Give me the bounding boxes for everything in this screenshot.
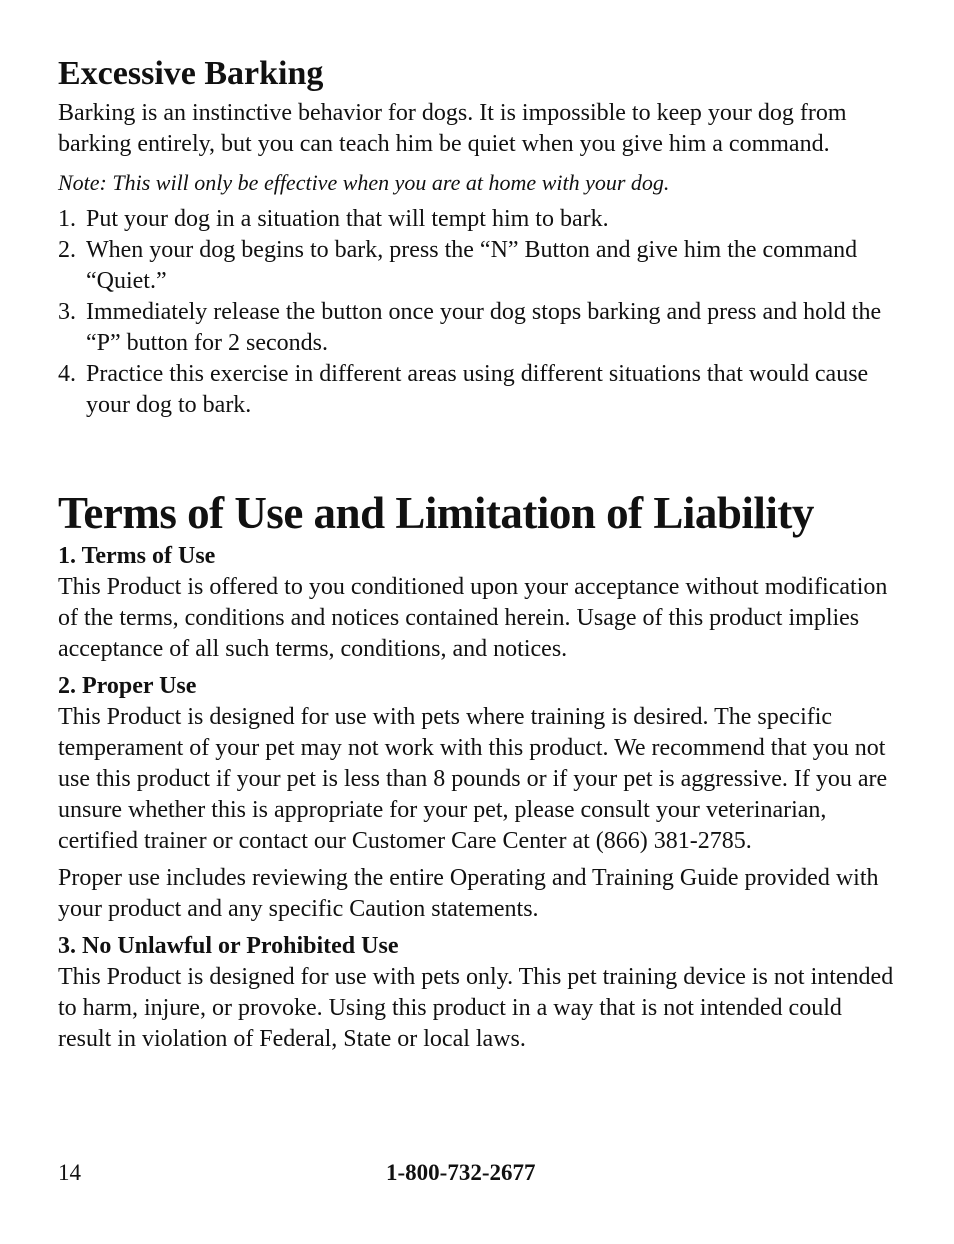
list-item: [58, 235, 898, 297]
proper-use-heading: 2. Proper Use: [58, 673, 197, 699]
phone-number: 1-800-732-2677: [386, 1160, 536, 1185]
list-item: [58, 204, 898, 235]
step-number: 2.: [58, 237, 76, 263]
step-number: 3.: [58, 299, 76, 325]
prohibited-use-heading: 3. No Unlawful or Prohibited Use: [58, 933, 399, 959]
excessive-barking-intro: Barking is an instinctive behavior for dogs. It is impossible to keep your dog from barking entirely, but you can teach him be quiet when you give him a command.: [58, 100, 847, 157]
list-item: [58, 359, 898, 421]
page-number: 14: [58, 1160, 81, 1185]
step-number: 1.: [58, 206, 76, 232]
barking-steps-list: [58, 204, 898, 421]
proper-use-paragraph-2: Proper use includes reviewing the entire Operating and Training Guide provided with your product and any specific Caution statements.: [58, 865, 879, 922]
proper-use-paragraph: This Product is designed for use with pets where training is desired. The specific temperament of your pet may not work with this product. We recommend that you not use this product if your pet is less than 8 pounds or if your pet is aggressive. If you are unsure whether this is appropriate for your pet, please consult your veterinarian, certified trainer or contact our Customer Care Center at (866) 381-2785.: [58, 704, 888, 854]
step-text: Put your dog in a situation that will tempt him to bark.: [86, 206, 609, 232]
step-number: 4.: [58, 361, 76, 387]
terms-of-use-heading: 1. Terms of Use: [58, 543, 216, 569]
page-content: [58, 50, 898, 1055]
list-item: [58, 297, 898, 359]
step-text: Practice this exercise in different areas using different situations that would cause your dog to bark.: [86, 361, 869, 418]
excessive-barking-note: Note: This will only be effective when you are at home with your dog.: [58, 170, 670, 195]
prohibited-use-paragraph: This Product is designed for use with pets only. This pet training device is not intended to harm, injure, or provoke. Using this product in a way that is not intended could result in violation of Federal, State or local laws.: [58, 964, 894, 1052]
step-text: When your dog begins to bark, press the “N” Button and give him the command “Quiet.”: [86, 237, 858, 294]
step-text: Immediately release the button once your dog stops barking and press and hold the “P” button for 2 seconds.: [86, 299, 882, 356]
terms-of-use-paragraph: This Product is offered to you conditioned upon your acceptance without modification of the terms, conditions and notices contained herein. Usage of this product implies acceptance of all such terms, conditions, and notices.: [58, 574, 888, 662]
page-footer: [58, 1160, 898, 1192]
excessive-barking-heading: Excessive Barking: [58, 55, 324, 92]
terms-heading: Terms of Use and Limitation of Liability: [58, 488, 814, 538]
